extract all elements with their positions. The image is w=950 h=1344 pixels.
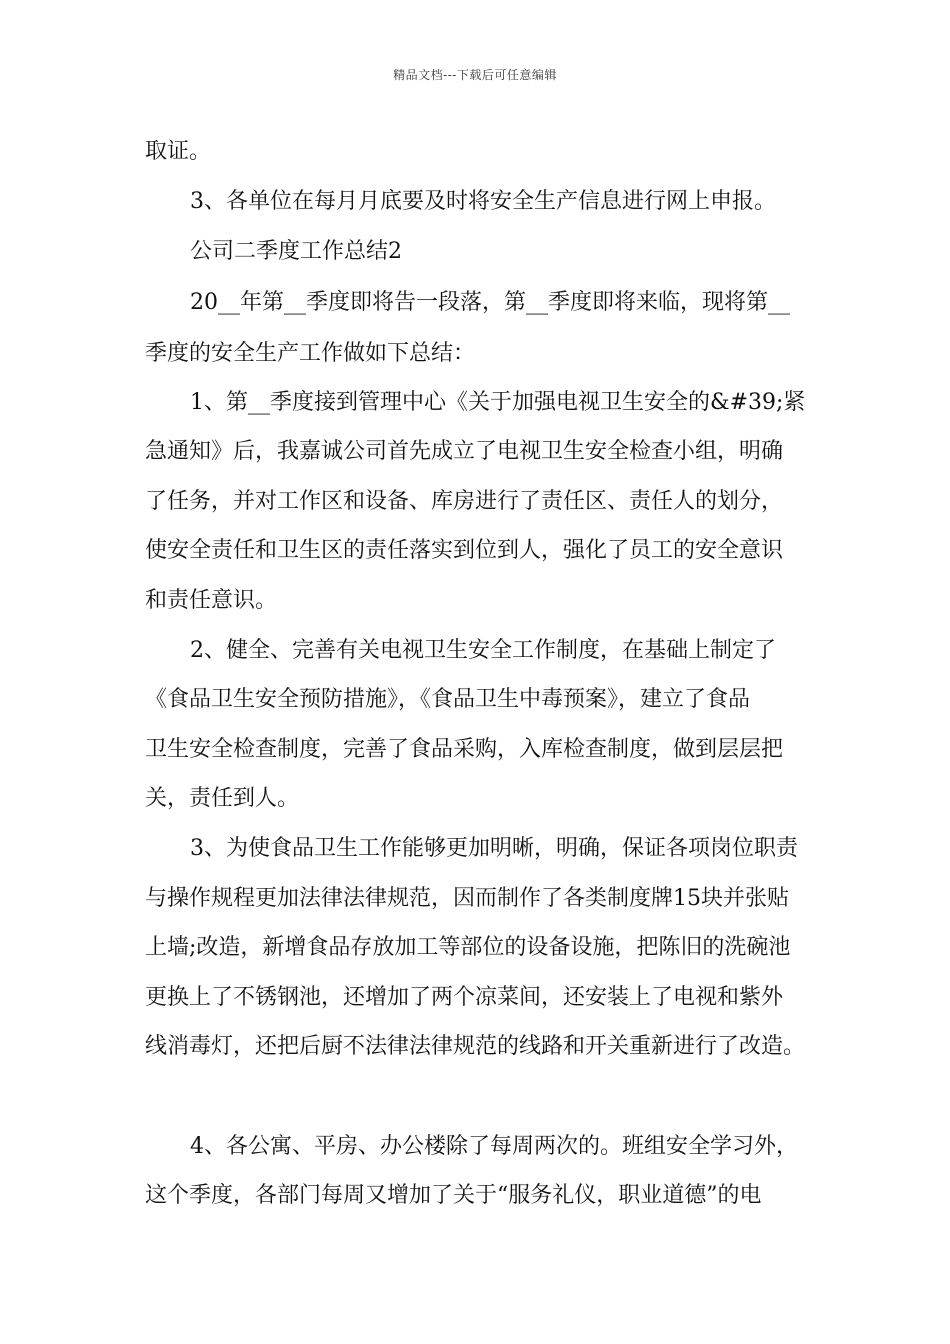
paragraph-line: 20__年第__季度即将告一段落，第__季度即将来临，现将第__ xyxy=(190,290,790,315)
paragraph-line: 4、各公寓、平房、办公楼除了每周两次的。班组安全学习外， xyxy=(190,1134,798,1159)
paragraph-line: 了任务，并对工作区和设备、库房进行了责任区、责任人的划分， xyxy=(145,489,784,514)
paragraph-line: 急通知》后，我嘉诚公司首先成立了电视卫生安全检查小组，明确 xyxy=(145,439,784,464)
paragraph-line: 3、为使食品卫生工作能够更加明晰，明确，保证各项岗位职责 xyxy=(190,836,798,861)
paragraph-line: 1、第__季度接到管理中心《关于加强电视卫生安全的&#39;紧 xyxy=(190,390,806,415)
paragraph-line: 与操作规程更加法律法律规范，因而制作了各类制度牌15块并张贴 xyxy=(145,886,789,911)
page-header: 精品文档---下载后可任意编辑 xyxy=(393,68,557,82)
paragraph-line: 关，责任到人。 xyxy=(145,786,300,811)
paragraph-line: 使安全责任和卫生区的责任落实到位到人，强化了员工的安全意识 xyxy=(145,538,784,563)
paragraph-line: 《食品卫生安全预防措施》，《食品卫生中毒预案》，建立了食品 xyxy=(145,687,751,712)
paragraph-line: 卫生安全检查制度，完善了食品采购，入库检查制度，做到层层把 xyxy=(145,737,784,762)
paragraph-line: 更换上了不锈钢池，还增加了两个凉菜间，还安装上了电视和紫外 xyxy=(145,985,784,1010)
paragraph-line: 上墙;改造，新增食品存放加工等部位的设备设施，把陈旧的洗碗池 xyxy=(145,935,791,960)
section-heading: 公司二季度工作总结2 xyxy=(190,239,402,264)
paragraph-line: 2、健全、完善有关电视卫生安全工作制度，在基础上制定了 xyxy=(190,638,776,663)
paragraph-line: 线消毒灯，还把后厨不法律法律规范的线路和开关重新进行了改造。 xyxy=(145,1034,806,1059)
paragraph-line: 这个季度，各部门每周又增加了关于“服务礼仪，职业道德”的电 xyxy=(145,1183,762,1208)
paragraph-line: 和责任意识。 xyxy=(145,588,278,613)
paragraph-line: 季度的安全生产工作做如下总结： xyxy=(145,341,476,366)
paragraph-line: 取证。 xyxy=(145,139,212,164)
paragraph-line: 3、各单位在每月月底要及时将安全生产信息进行网上申报。 xyxy=(190,189,776,214)
